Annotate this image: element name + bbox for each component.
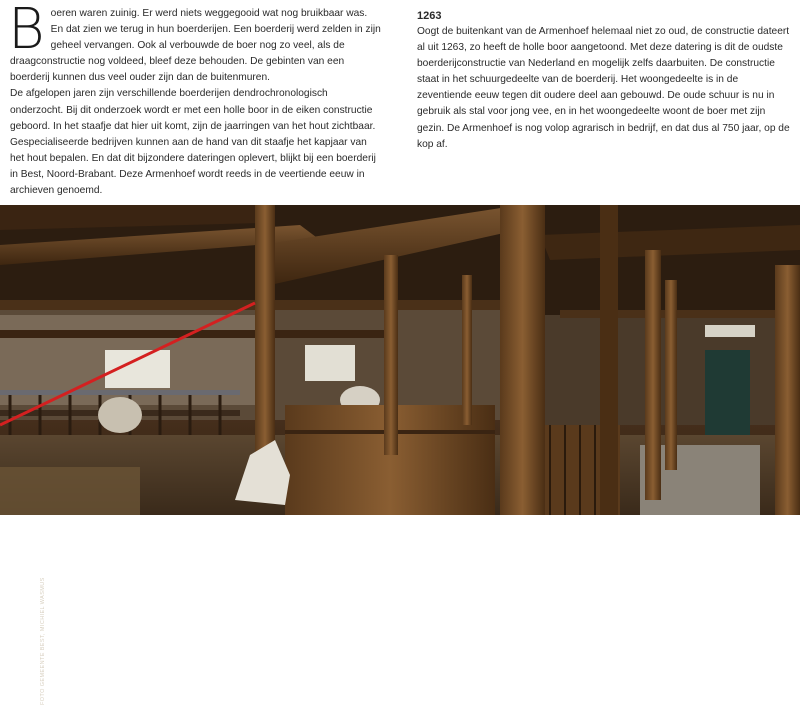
paragraph-armenhoef: Oogt de buitenkant van de Armenhoef helemaal niet zo oud, de constructie dateert al uit 1263, zo heeft de holle boor aangetoond. Met deze datering is dit de oudste boerderijconstructie van Nederland en mogelijk zelfs daarbuiten. De constructie staat in het schuurgedeelte van de boerderij. Het woongedeelte is in de zeventiende eeuw tegen dit oudere deel aan gebouwd. De oude schuur is nu in gebruik als stal voor jong vee, en in het woongedeelte woont de boer met zijn gezin. De Armenhoef is nog volop agrarisch in bedrijf, en dat dus al 750 jaar, op de kop af. [417, 26, 790, 150]
barn-interior-photo [0, 205, 800, 705]
photo-credit: FOTO GEMEENTE BEST, MICHIEL WASMUS [40, 577, 46, 705]
section-heading: 1263 [417, 10, 442, 22]
drop-cap: B [8, 0, 45, 62]
paragraph-intro [8, 0, 382, 86]
paragraph-research: De afgelopen jaren zijn verschillende boerderijen dendrochronologisch onderzocht. Bij dit onderzoek wordt er met een holle boor in de eiken constructie geboord. In het staafje dat hier uit komt, zijn de jaarringen van het hout zichtbaar. Gespecialiseerde bedrijven kunnen aan de hand van dit staafje het kapjaar van het hout bepalen. En dat dit bijzondere dateringen oplevert, blijkt bij een boerderij in Best, Noord-Brabant. Deze Armenhoef wordt reeds in de veertiende eeuw in archieven genoemd. [10, 88, 376, 197]
article-text [0, 0, 800, 205]
right-column [417, 6, 790, 153]
left-column [8, 0, 382, 199]
barn-interior-illustration [0, 205, 800, 515]
paragraph-intro-text: oeren waren zuinig. Er werd niets weggegooid wat nog bruikbaar was. En dat zien we terug in hun boerderijen. Een boerderij werd zelden in zijn geheel vervangen. Ook al verbouwde de boer nog zo veel, als de draagconstructie nog voldeed, bleef deze behouden. De gebinten van een boerderij kunnen dus veel ouder zijn dan de buitenmuren. [10, 8, 381, 84]
